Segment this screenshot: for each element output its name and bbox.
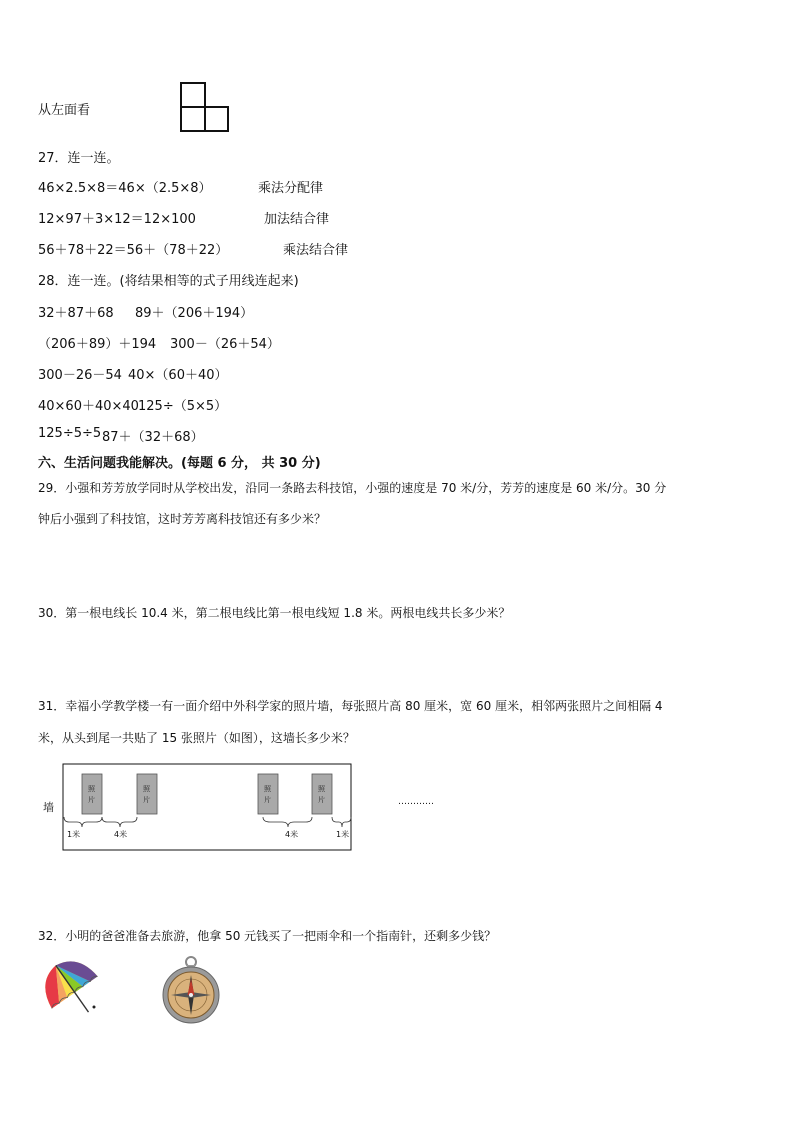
continuation-ellipsis: …………: [398, 797, 434, 807]
q27-left-2: 12×97＋3×12＝12×100: [38, 212, 196, 227]
q30-text: 30．第一根电线长 10.4 米，第二根电线比第一根电线短 1.8 米。两根电线共长多少米？: [38, 606, 511, 620]
gap-1m-left-label: 1米: [67, 830, 81, 839]
svg-text:片: 片: [264, 796, 271, 804]
svg-text:照: 照: [88, 785, 95, 793]
gap-1m-right-label: 1米: [336, 830, 350, 839]
q27-right-1: 乘法分配律: [258, 181, 324, 196]
q27-right-2: 加法结合律: [264, 212, 330, 227]
q27-left-3: 56＋78＋22＝56＋（78＋22）: [38, 243, 229, 258]
q28-left-2: （206＋89）＋194: [38, 337, 157, 352]
view-label: 从左面看: [38, 103, 91, 118]
svg-text:照: 照: [143, 785, 150, 793]
q27-title: 27．连一连。: [38, 151, 120, 166]
q27-left-1: 46×2.5×8＝46×（2.5×8）: [38, 181, 212, 196]
photo-2: [137, 774, 157, 814]
svg-text:照: 照: [318, 785, 325, 793]
q31-line-1: 31．幸福小学教学楼一有一面介绍中外科学家的照片墙，每张照片高 80 厘米，宽 60 厘米，相邻两张照片之间相隔 4: [38, 699, 663, 713]
compass-icon: [160, 955, 222, 1027]
q28-right-5: 87＋（32＋68）: [102, 430, 204, 445]
svg-text:片: 片: [143, 796, 150, 804]
q28-right-3: 40×（60＋40）: [128, 368, 228, 383]
photo-1: [82, 774, 102, 814]
q31-line-2: 米，从头到尾一共贴了 15 张照片（如图），这墙长多少米？: [38, 731, 355, 745]
gap-4m-right-label: 4米: [285, 830, 299, 839]
q32-text: 32．小明的爸爸准备去旅游，他拿 50 元钱买了一把雨伞和一个指南针，还剩多少钱？: [38, 929, 497, 943]
q28-right-2: 300－（26＋54）: [170, 337, 280, 352]
q28-right-1: 89＋（206＋194）: [135, 306, 254, 321]
q29-line-2: 钟后小强到了科技馆，这时芳芳离科技馆还有多少米？: [38, 512, 327, 526]
q28-left-1: 32＋87＋68: [38, 306, 114, 321]
section-6-heading: 六、生活问题我能解决。(每题 6 分， 共 30 分): [38, 456, 321, 471]
svg-text:片: 片: [88, 796, 95, 804]
svg-text:片: 片: [318, 796, 325, 804]
q28-left-5: 125÷5÷5: [38, 426, 102, 441]
q27-right-3: 乘法结合律: [283, 243, 349, 258]
svg-text:照: 照: [264, 785, 271, 793]
wall-label: 墙: [43, 801, 54, 814]
q28-left-3: 300－26－54: [38, 368, 122, 383]
photo-wall-figure: [36, 760, 456, 856]
photo-4: [312, 774, 332, 814]
q29-line-1: 29．小强和芳芳放学同时从学校出发，沿同一条路去科技馆，小强的速度是 70 米/分，芳芳的速度是 60 米/分。30 分: [38, 481, 667, 495]
q28-right-4: 125÷（5×5）: [138, 399, 228, 414]
photo-3: [258, 774, 278, 814]
gap-4m-left-label: 4米: [114, 830, 128, 839]
q28-title: 28．连一连。(将结果相等的式子用线连起来): [38, 274, 299, 289]
umbrella-icon: [40, 955, 106, 1025]
q28-left-4: 40×60＋40×40: [38, 399, 139, 414]
